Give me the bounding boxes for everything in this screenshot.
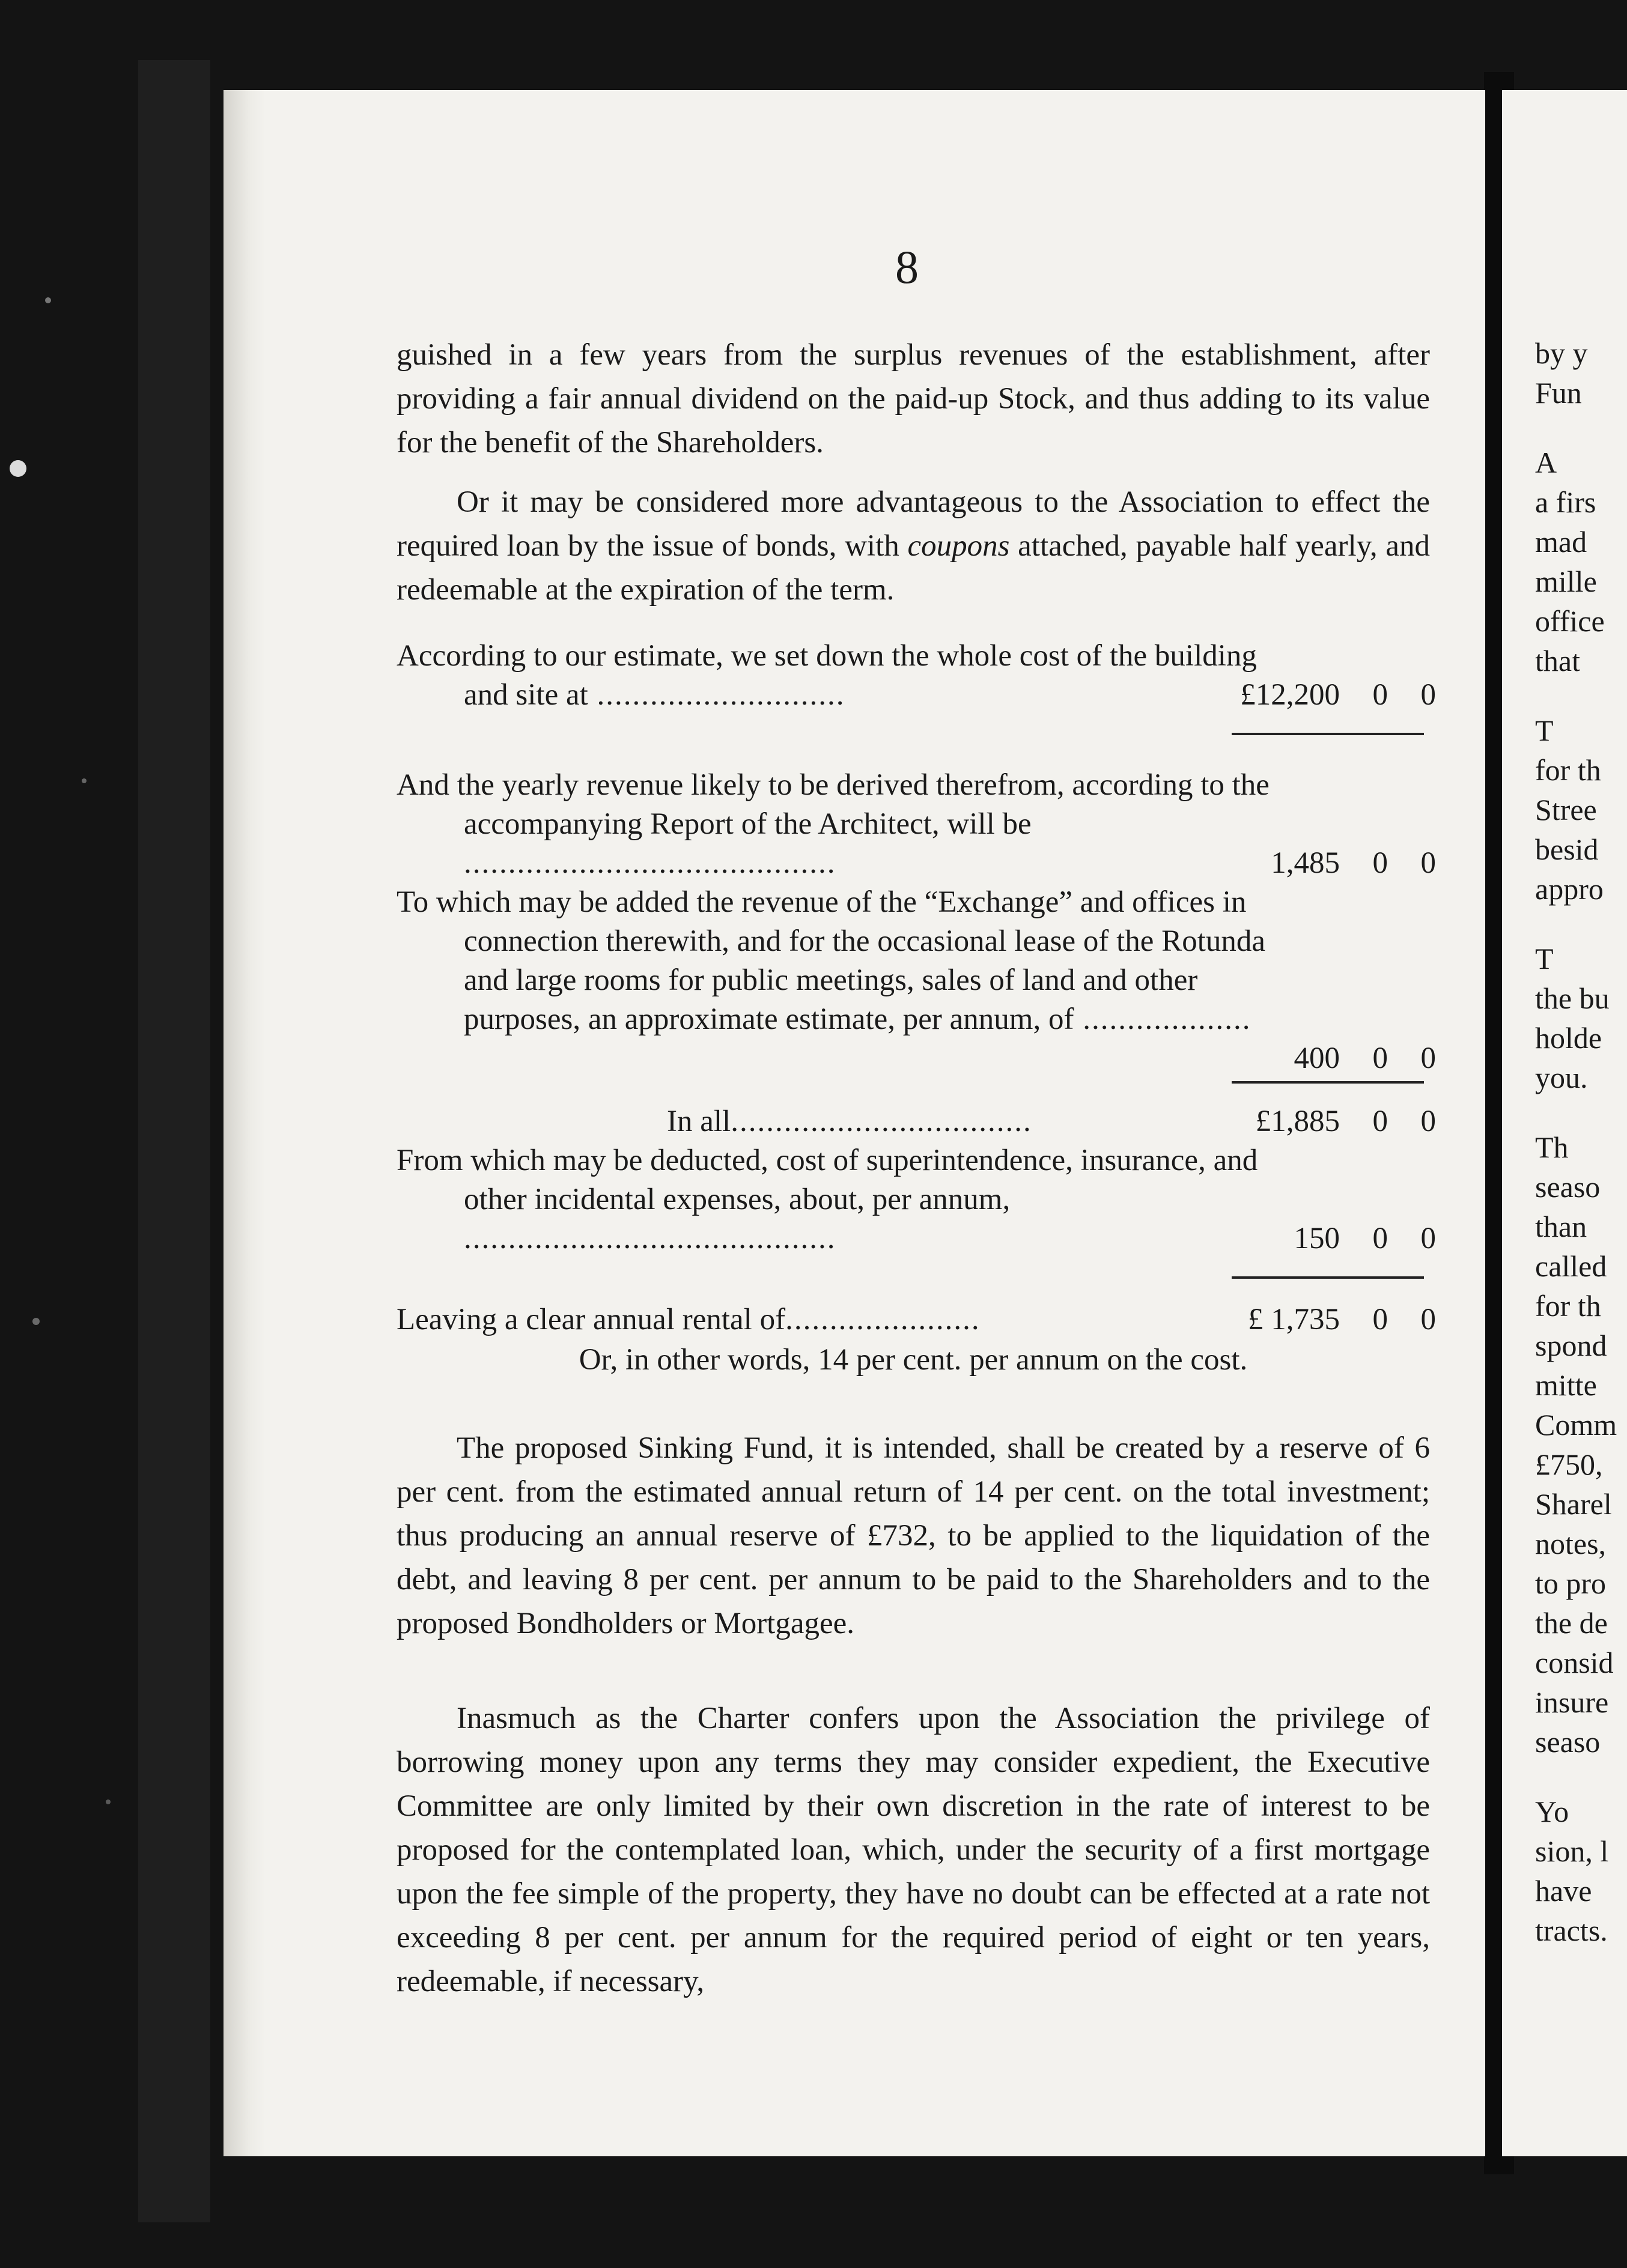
paragraph-2-start: Or it may be considered more advantageous to the Association to effect the required loan by the issue of bonds, with [397, 485, 1430, 563]
fragment-line: that [1535, 644, 1580, 678]
facing-page-text [1535, 333, 1627, 1950]
fragment-line: appro [1535, 872, 1604, 906]
amount-pounds: 150 [1294, 1222, 1340, 1255]
fragment-line: seaso [1535, 1725, 1601, 1759]
amount-pence: 0 [1420, 678, 1436, 712]
fragment-line: mille [1535, 565, 1597, 598]
paragraph-charter [397, 1697, 1430, 2004]
paragraph-loan-bonds [397, 481, 1430, 612]
amount-pounds: £12,200 [1240, 678, 1340, 712]
estimate-label-text: Leaving a clear annual rental of [397, 1303, 786, 1336]
paragraph-3: The proposed Sinking Fund, it is intended, shall be created by a reserve of 6 per cent. from the estimated annual return of 14 per cent. on the total investment; thus producing an annual reserve of £732, to be applied to the liquidation of the debt, and leaving 8 per cent. per annum to be paid to the Shareholders and to the proposed Bondholders or Mortgagee. [397, 1431, 1430, 1640]
amount-shillings: 0 [1372, 1303, 1388, 1336]
fragment-line: a firs [1535, 485, 1596, 519]
amount-shillings: 0 [1372, 1042, 1388, 1075]
estimate-label-text: And the yearly revenue likely to be derived therefrom, according to the accompanying Report of the Architect, will be [397, 768, 1270, 841]
estimate-amount [1226, 1300, 1436, 1339]
fragment-line: than [1535, 1210, 1587, 1243]
fragment-line: insure [1535, 1685, 1609, 1719]
fragment-line: Fun [1535, 376, 1582, 410]
estimate-amount [1226, 844, 1436, 883]
paragraph-2-italic: coupons [907, 529, 1010, 563]
fragment-line: called [1535, 1249, 1607, 1283]
amount-pounds: £1,885 [1255, 1105, 1340, 1138]
fragment-line: office [1535, 604, 1605, 638]
paragraph-4: Inasmuch as the Charter confers upon the Association the privilege of borrowing money upon any terms they may consider expedient, the Executive Committee are only limited by their own discretion in the rate of interest to be proposed for the contemplated loan, which, under the security of a first mortgage upon the fee simple of the property, they have no doubt can be effected at a rate not exceeding 8 per cent. per annum for the required period of eight or ten years, redeemable, if necessary, [397, 1702, 1430, 1998]
fragment-line: seaso [1535, 1170, 1601, 1204]
fragment-line: mitte [1535, 1368, 1597, 1402]
fragment-line: the bu [1535, 981, 1610, 1015]
fragment-line: for th [1535, 753, 1601, 787]
amount-shillings: 0 [1372, 1222, 1388, 1255]
amount-pence: 0 [1420, 846, 1436, 880]
fragment-line: £750, [1535, 1448, 1603, 1481]
estimate-note: Or, in other words, 14 per cent. per annum on the cost. [579, 1343, 1248, 1377]
fragment-line: have [1535, 1874, 1592, 1908]
fragment-line: Stree [1535, 793, 1597, 826]
fragment-line: Sharel [1535, 1487, 1612, 1521]
paragraph-1: guished in a few years from the surplus revenues of the establishment, after providing a fair annual dividend on the paid-up Stock, and thus adding to its value for the benefit of the Shareholders. [397, 338, 1430, 459]
amount-pence: 0 [1420, 1042, 1436, 1075]
fragment-line: Yo [1535, 1795, 1569, 1828]
fragment-line: tracts. [1535, 1914, 1608, 1947]
fragment-line: T [1535, 714, 1554, 747]
paragraph-sinking-fund [397, 1427, 1430, 1646]
estimate-label: From which may be deducted, cost of superintendence, insurance, and other incidental expenses, about, per annum, .......................................... [397, 1144, 1258, 1255]
rule-line [1232, 1081, 1424, 1084]
estimate-label: In all.................................. [667, 1105, 1032, 1138]
estimate-label: To which may be added the revenue of the “Exchange” and offices in connection therewith, and for the occasional lease of the Rotunda and large rooms for public meetings, sales of land and other purposes, an approximate estimate, per annum, of ................... [397, 885, 1266, 1036]
fragment-line: Th [1535, 1130, 1569, 1164]
amount-pounds: 1,485 [1271, 846, 1340, 880]
page-number: 8 [895, 241, 919, 293]
paragraph-2-end: attached, payable half yearly, and redeemable at the expiration of the term. [397, 529, 1430, 607]
fragment-line: you. [1535, 1061, 1588, 1094]
estimate-label-text: From which may be deducted, cost of superintendence, insurance, and other incidental expenses, about, per annum, [397, 1144, 1258, 1216]
amount-shillings: 0 [1372, 1105, 1388, 1138]
amount-shillings: 0 [1372, 846, 1388, 880]
fragment-line: besid [1535, 832, 1599, 866]
amount-pounds: £ 1,735 [1248, 1303, 1340, 1336]
paragraph-continuation [397, 333, 1430, 465]
page-gutter [224, 90, 266, 2156]
fragment-line: spond [1535, 1329, 1607, 1362]
estimate-amount [1226, 676, 1436, 715]
amount-pounds: 400 [1294, 1042, 1340, 1075]
fragment-line: consid [1535, 1646, 1614, 1679]
estimate-amount [1226, 1219, 1436, 1258]
fragment-line: notes, [1535, 1527, 1607, 1560]
fragment-line: by y [1535, 336, 1588, 370]
fragment-line: the de [1535, 1606, 1608, 1640]
amount-pence: 0 [1420, 1222, 1436, 1255]
rule-line [1232, 1276, 1424, 1279]
amount-pence: 0 [1420, 1105, 1436, 1138]
paragraph-2 [397, 481, 1430, 612]
estimate-label: According to our estimate, we set down the whole cost of the building and site at ............................ [397, 639, 1257, 712]
fragment-line: for th [1535, 1289, 1601, 1323]
estimate-label: And the yearly revenue likely to be derived therefrom, according to the accompanying Report of the Architect, will be .......................................... [397, 768, 1270, 880]
fragment-line: mad [1535, 525, 1587, 559]
fragment-line: T [1535, 942, 1554, 975]
fragment-line: A [1535, 446, 1557, 479]
estimate-label-text: To which may be added the revenue of the “Exchange” and offices in connection therewith, and for the occasional lease of the Rotunda and large rooms for public meetings, sales of land and other purposes, an approximate estimate, per annum, of [397, 885, 1266, 1036]
estimate-amount [1226, 1039, 1436, 1078]
amount-pence: 0 [1420, 1303, 1436, 1336]
rule-line [1232, 733, 1424, 735]
fragment-line: holde [1535, 1021, 1602, 1055]
fragment-line: to pro [1535, 1566, 1607, 1600]
amount-shillings: 0 [1372, 678, 1388, 712]
fragment-line: sion, l [1535, 1834, 1609, 1868]
estimate-label: Leaving a clear annual rental of...................... [397, 1303, 981, 1336]
estimate-label-text: In all [667, 1105, 731, 1138]
estimate-label-text: According to our estimate, we set down the whole cost of the building and site at [397, 639, 1257, 712]
fragment-line: Comm [1535, 1408, 1617, 1442]
estimate-amount [1226, 1102, 1436, 1141]
